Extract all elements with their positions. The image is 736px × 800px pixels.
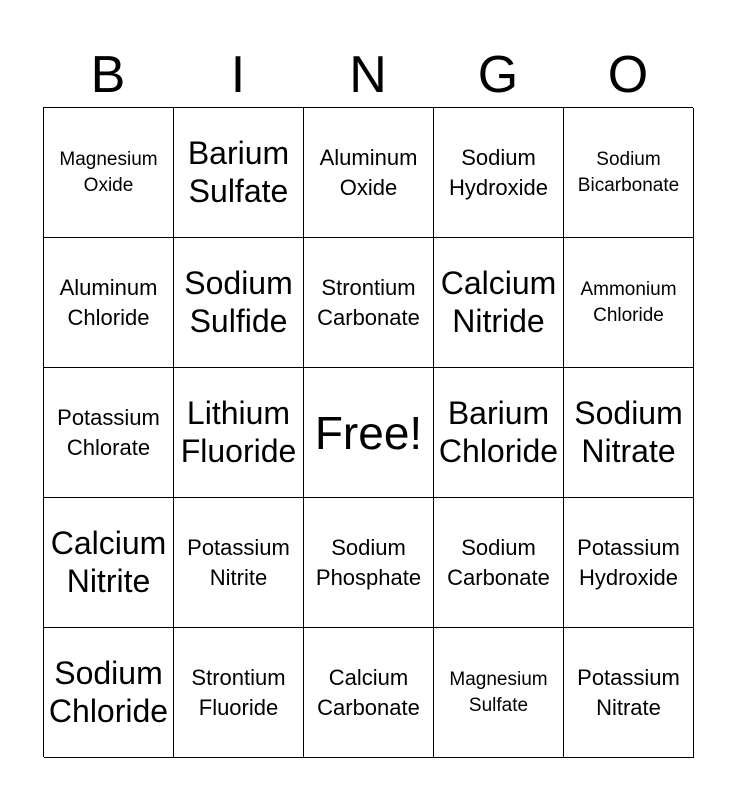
bingo-cell[interactable] [434, 368, 564, 498]
bingo-card [43, 107, 693, 757]
cell-label: Sodium Carbonate [447, 534, 550, 590]
cell-label: Potassium Hydroxide [577, 534, 680, 590]
bingo-cell[interactable] [44, 108, 174, 238]
bingo-cell[interactable] [434, 498, 564, 628]
bingo-cell[interactable] [434, 108, 564, 238]
cell-label: Sodium Chloride [48, 654, 169, 729]
bingo-cell[interactable] [44, 628, 174, 758]
cell-label: Barium Sulfate [187, 134, 290, 209]
bingo-cell[interactable] [304, 238, 434, 368]
bingo-cell[interactable] [434, 628, 564, 758]
cell-label: Sodium Hydroxide [448, 144, 549, 200]
bingo-cell[interactable] [174, 368, 304, 498]
cell-label: Potassium Chlorate [57, 404, 160, 460]
cell-label: Potassium Nitrate [577, 664, 680, 720]
cell-label: Aluminum Chloride [59, 274, 158, 330]
cell-label: Sodium Bicarbonate [577, 148, 680, 196]
bingo-cell[interactable] [304, 108, 434, 238]
bingo-cell[interactable] [564, 108, 694, 238]
header-letter-o: O [607, 46, 649, 104]
header-letter-b: B [90, 46, 126, 104]
cell-label: Calcium Nitrite [50, 524, 167, 599]
cell-label: Sodium Phosphate [315, 534, 422, 590]
header-letter-n: N [349, 46, 387, 104]
cell-label: Barium Chloride [438, 394, 559, 469]
bingo-cell[interactable] [44, 238, 174, 368]
bingo-cell[interactable] [174, 628, 304, 758]
cell-label: Calcium Carbonate [317, 664, 420, 720]
bingo-cell[interactable] [564, 238, 694, 368]
bingo-cell[interactable] [174, 238, 304, 368]
cell-label: Magnesium Oxide [59, 148, 158, 196]
bingo-cell[interactable] [564, 628, 694, 758]
bingo-cell[interactable] [434, 238, 564, 368]
cell-label: Strontium Fluoride [191, 664, 286, 720]
header-letter-g: G [477, 46, 519, 104]
cell-label: Sodium Sulfide [184, 264, 293, 339]
cell-label: Calcium Nitride [440, 264, 557, 339]
header-letter-i: I [230, 46, 246, 104]
bingo-cell[interactable] [174, 108, 304, 238]
free-space-label: Free! [314, 406, 423, 459]
cell-label: Ammonium Chloride [580, 278, 677, 326]
cell-label: Sodium Nitrate [574, 394, 683, 469]
cell-label: Strontium Carbonate [317, 274, 420, 330]
free-space-cell[interactable] [304, 368, 434, 498]
cell-label: Lithium Fluoride [180, 394, 297, 469]
bingo-header [43, 44, 693, 106]
bingo-cell[interactable] [174, 498, 304, 628]
bingo-cell[interactable] [564, 368, 694, 498]
bingo-cell[interactable] [44, 368, 174, 498]
bingo-cell[interactable] [304, 628, 434, 758]
bingo-cell[interactable] [564, 498, 694, 628]
bingo-cell[interactable] [304, 498, 434, 628]
cell-label: Potassium Nitrite [187, 534, 290, 590]
cell-label: Aluminum Oxide [319, 144, 418, 200]
cell-label: Magnesium Sulfate [449, 668, 548, 716]
bingo-cell[interactable] [44, 498, 174, 628]
